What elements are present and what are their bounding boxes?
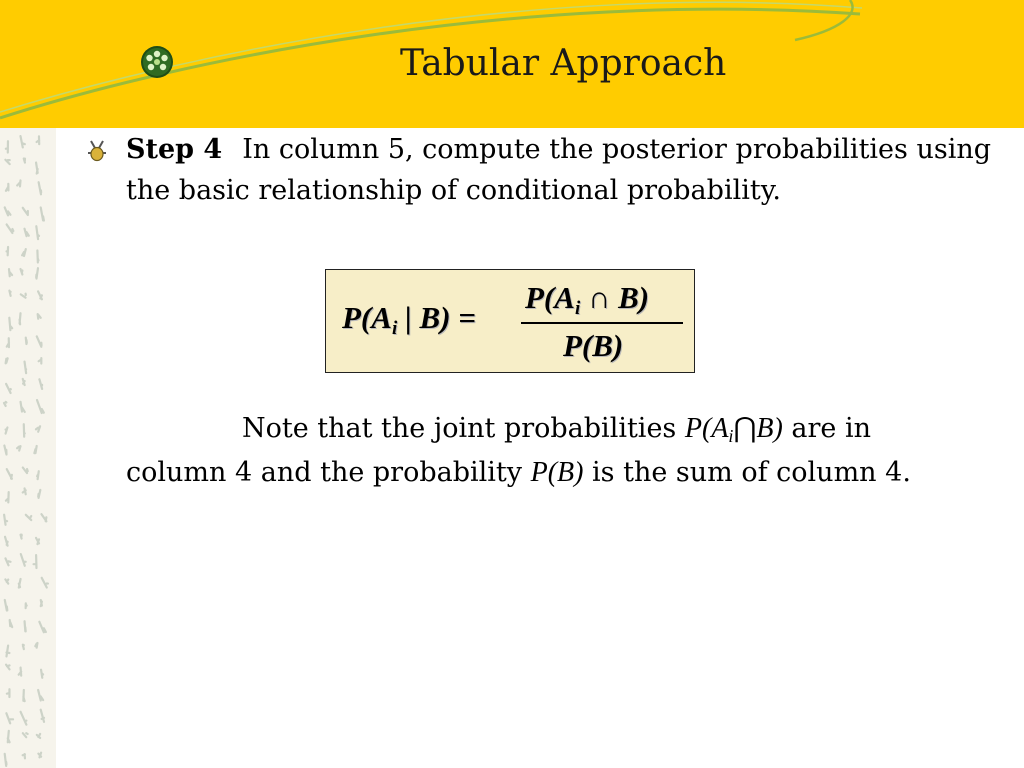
marginal-probability-math: P(B) bbox=[530, 457, 584, 488]
header-band bbox=[0, 0, 1024, 128]
note-paragraph: Note that the joint probabilities P(Ai⋂B) are in column 4 and the probability P(B) is the sum of column 4. bbox=[126, 413, 911, 488]
formula-denominator: P(B) bbox=[563, 328, 624, 363]
green-flower-dot-icon bbox=[140, 45, 174, 79]
bug-bullet-icon bbox=[86, 139, 108, 163]
fraction-bar bbox=[521, 322, 683, 324]
formula-box bbox=[325, 269, 695, 373]
formula-numerator: P(Ai ∩ B) bbox=[525, 280, 650, 319]
step-label: Step 4 bbox=[126, 134, 223, 165]
slide-title: Tabular Approach bbox=[400, 43, 727, 84]
formula-lhs: P(Ai | B) = bbox=[342, 300, 476, 339]
joint-probability-math: P(Ai⋂B) bbox=[684, 413, 783, 446]
step-text: In column 5, compute the posterior probabilities using the basic relationship of conditional probability. bbox=[126, 134, 992, 206]
step-paragraph bbox=[126, 129, 996, 211]
